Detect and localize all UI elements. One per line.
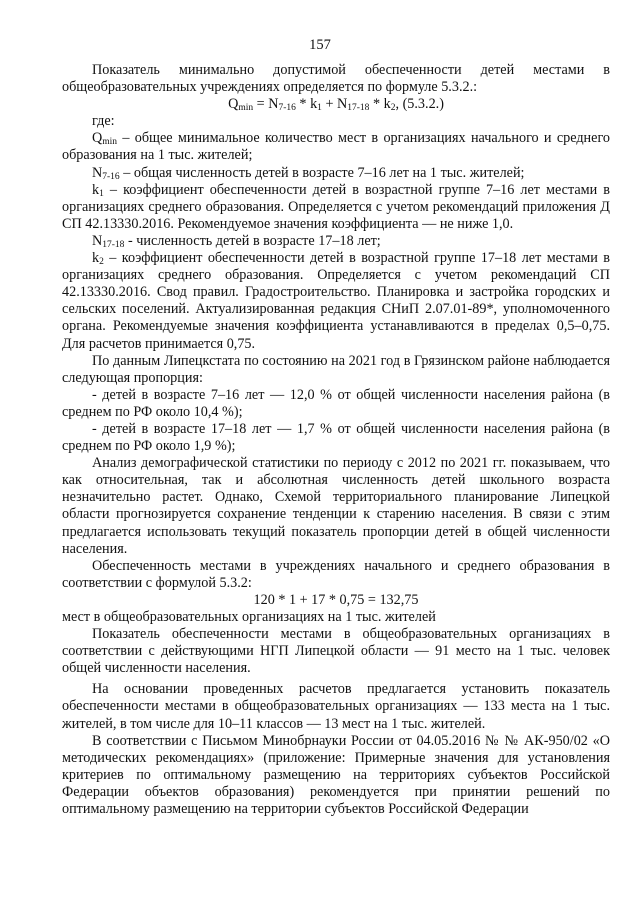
- page-number: 157: [309, 37, 331, 53]
- definition-qmin: $Q_{min}$ – общее минимальное количество мест в организациях начального и среднего образования на 1 тыс. жителей;: [62, 130, 611, 164]
- paragraph-analysis: Анализ демографической статистики по периоду с 2012 по 2021 гг. показываем, что как относительная, так и абсолютная численность детей школьного возраста незначительно растет. Однако, Схемой территориального планирование Липецкой области прогнозируется сохранение тенденции к старению населения. В связи с этим предлагается использовать текущий показатель пропорции детей в общей численности населения.: [62, 455, 610, 557]
- paragraph-proposal: На основании проведенных расчетов предлагается установить показатель обеспеченности местами в общеобразовательных организациях — 133 места на 1 тыс. жителей, в том числе для 10–11 классов — 13 мест на 1 тыс. жителей.: [62, 681, 610, 732]
- list-item-7-16: - детей в возрасте 7–16 лет — 12,0 % от общей численности населения района (в среднем по РФ около 10,4 %);: [62, 386, 610, 420]
- document-body: [62, 62, 610, 818]
- formula-q-sub: min: [238, 103, 254, 114]
- paragraph-lipetskstat: По данным Липецкстата по состоянию на 2021 год в Грязинском районе наблюдается следующая пропорция:: [62, 352, 610, 386]
- calculation-line: 120 * 1 + 17 * 0,75 = 132,75: [253, 591, 419, 608]
- paragraph-provision: Обеспеченность местами в учреждениях начального и среднего образования в соответствии с формулой 5.3.2:: [62, 557, 610, 591]
- paragraph-ngp: Показатель обеспеченности местами в общеобразовательных организациях в соответствии с действующими НГП Липецкой области — 91 место на 1 тыс. человек общей численности населения.: [62, 626, 610, 677]
- definition-n17-18: $N_{17-18}$ - численность детей в возрасте 17–18 лет;: [92, 232, 381, 250]
- paragraph-where: где:: [92, 113, 115, 130]
- paragraph-intro: Показатель минимально допустимой обеспеченности детей местами в общеобразовательных учреждениях определяется по формуле 5.3.2.:: [62, 62, 610, 96]
- definition-n7-16: $N_{7-16}$ – общая численность детей в возрасте 7–16 лет на 1 тыс. жителей;: [92, 164, 525, 182]
- definition-k1: $k_1$ – коэффициент обеспеченности детей в возрастной группе 7–16 лет местами в организациях среднего образования. Определяется с учетом рекомендаций приложения Д СП 42.13330.2016. Рекомендуемое значения коэффициента — не ниже 1,0.: [62, 181, 610, 232]
- paragraph-places: мест в общеобразовательных организациях на 1 тыс. жителей: [62, 609, 436, 625]
- definition-k2: $k_2$ – коэффициент обеспеченности детей в возрастной группе 17–18 лет местами в организациях среднего образования. Определяется с учетом рекомендаций СП 42.13330.2016. Свод правил. Градостроительство. Планировка и застройка городских и сельских поселений. Актуализированная редакция СНиП 2.07.01-89*, уполномоченного органа. Рекомендуемые значения коэффициента устанавливаются в пределах 0,5–0,75. Для расчетов принимается 0,75.: [62, 250, 610, 352]
- paragraph-letter: В соответствии с Письмом Минобрнауки России от 04.05.2016 № № АК-950/02 «О методических рекомендациях» (приложение: Примерные значения для установления критериев по оптимальному размещению на территориях субъектов Российской Федерации объектов образования) рекомендуется при принятии решений по оптимальному размещению на территории субъектов Российской Федерации: [62, 732, 610, 818]
- list-item-17-18: - детей в возрасте 17–18 лет — 1,7 % от общей численности населения района (в среднем по РФ около 1,9 %);: [62, 420, 610, 455]
- formula-q: Q: [228, 96, 239, 113]
- formula-5-3-2: $Q_{min} = N_{7-16} * k_1 + N_{17-18} * k_2$, (5.3.2.): [228, 96, 444, 114]
